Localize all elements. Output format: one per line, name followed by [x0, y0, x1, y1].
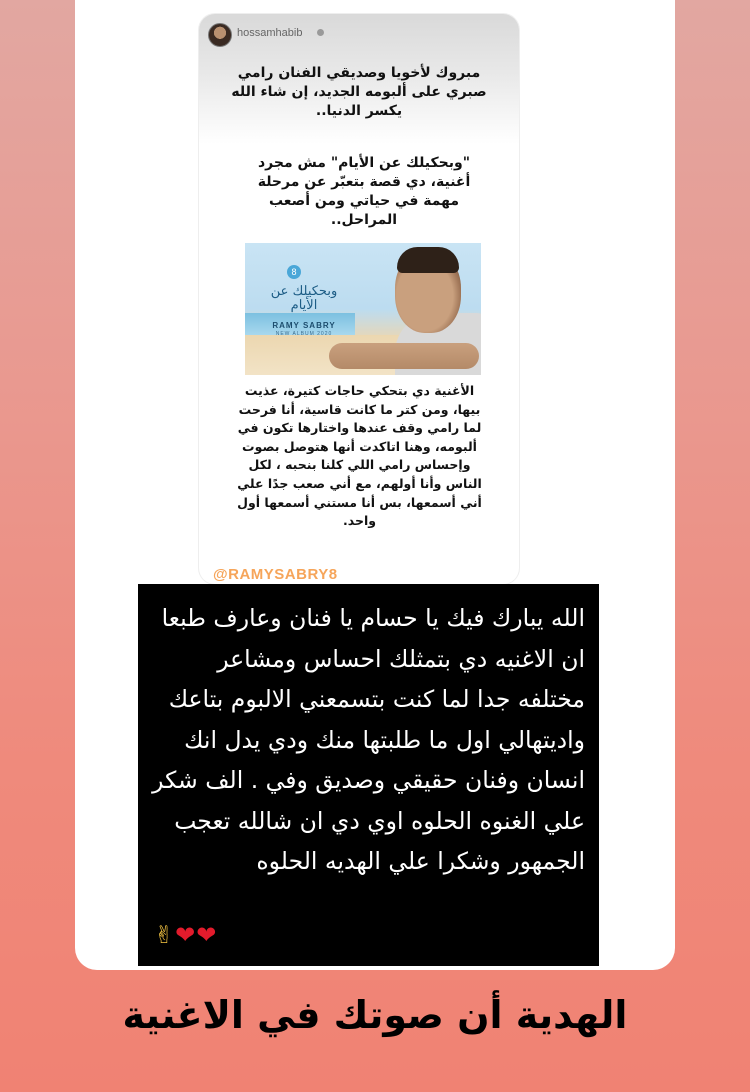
victory-hand-icon: ✌ [154, 921, 176, 949]
album-subtitle: NEW ALBUM 2020 [275, 331, 333, 337]
post-paragraph-2: "وبحكيلك عن الأيام" مش مجرد أغنية، دي قصة بتعبّر عن مرحلة مهمة في حياتي ومن أصعب المراحل.. [257, 155, 471, 228]
post-paragraph-3: الأغنية دي بتحكي حاجات كتيرة، عذيت بيها، ومن كتر ما كانت قاسية، أنا فرحت لما رامي وقف عندها واختارها تكون في ألبومه، وهنا اتاكدت أنها هتوصل بصوت وإحساس رامي اللي كلنا بنحبه ، لكل الناس وأنا أولهم، مع أني صعب جدًا علي أني أسمعها، بس أنا مستني أسمعها أول واحد. [237, 383, 482, 529]
album-number-badge: 8 [287, 265, 301, 279]
album-cover-image [245, 243, 481, 375]
reply-text-box [138, 584, 599, 966]
verified-badge-icon [317, 29, 324, 36]
post-username[interactable]: hossamhabib [237, 27, 303, 39]
shared-post[interactable] [199, 14, 519, 584]
reply-emojis [154, 920, 217, 950]
album-artist-name: RAMY SABRY [272, 321, 336, 330]
album-script-title: وبحكيلك عن الأيام [270, 284, 338, 313]
avatar[interactable] [208, 23, 232, 47]
caption: الهدية أن صوتك في الاغنية [122, 993, 628, 1037]
mention-sticker[interactable]: @RAMYSABRY8 [213, 566, 338, 583]
hearts-icon: ❤❤ [175, 921, 218, 949]
post-paragraph-1: مبروك لأخويا وصديقي الفنان رامي صبري على ألبومه الجديد، إن شاء الله يكسر الدنيا.. [231, 65, 487, 119]
reply-text: الله يبارك فيك يا حسام يا فنان وعارف طبعا ان الاغنيه دي بتمثلك احساس ومشاعر مختلفه جدا لما كنت بتسمعني الالبوم بتاعك واديتهالي اول ما طلبتها منك ودي يدل انك انسان وفنان حقيقي وصديق وفي . الف شكر علي الغنوه الحلوه اوي دي ان شالله تعجب الجمهور وشكرا علي الهديه الحلوه [152, 604, 585, 875]
